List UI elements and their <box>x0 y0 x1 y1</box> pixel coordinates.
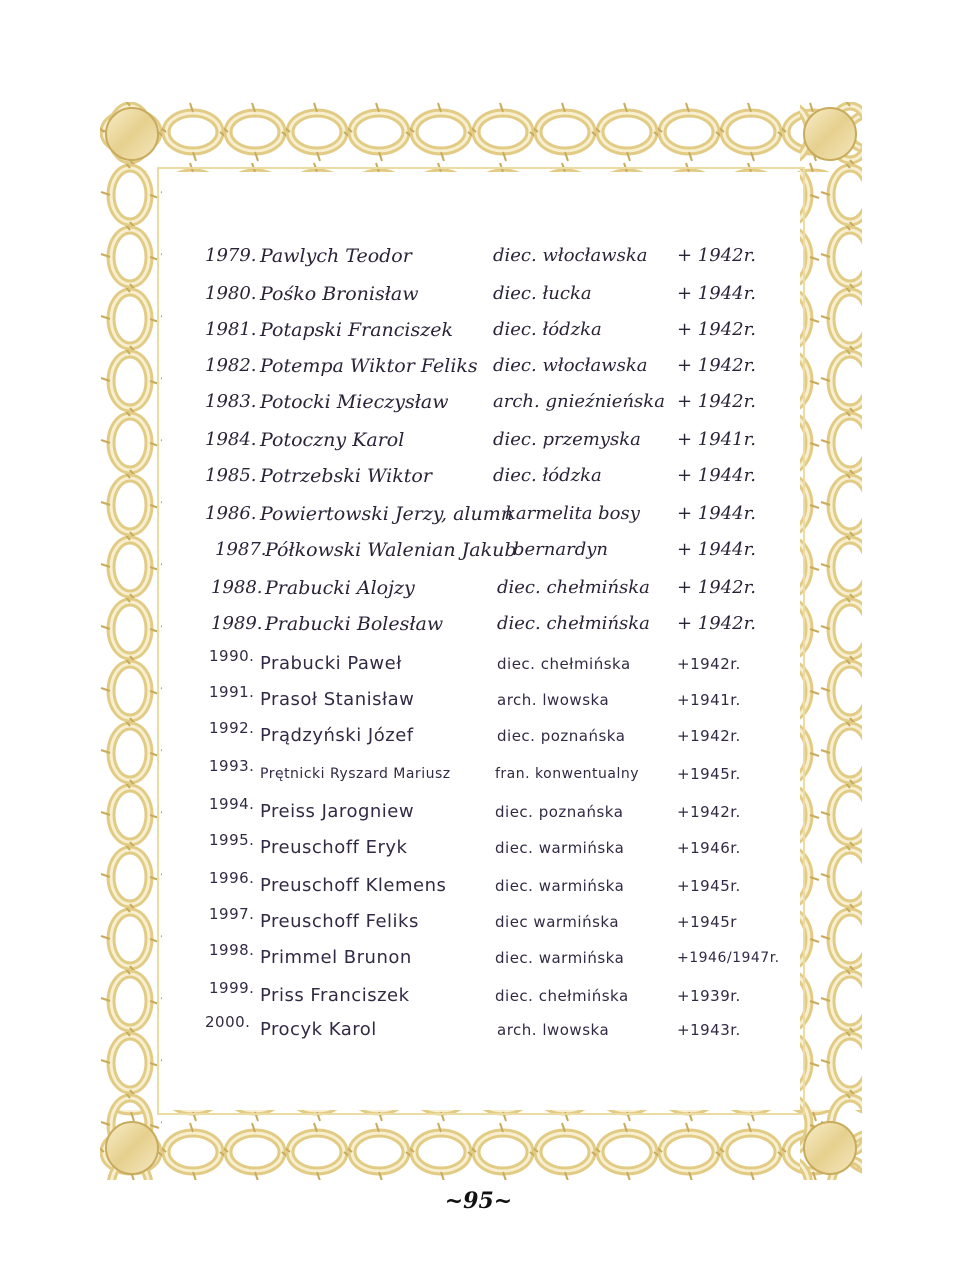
entry-diocese: diec. warmińska <box>495 877 625 895</box>
entry-number: 1984. <box>205 429 257 450</box>
entry-death: +1943r. <box>677 1021 741 1039</box>
entry-diocese: diec. poznańska <box>497 727 626 745</box>
entry-name: Prabucki Alojzy <box>265 577 415 599</box>
list-item <box>195 756 795 792</box>
list-item <box>195 532 795 568</box>
entry-death: +1939r. <box>677 987 741 1005</box>
entry-name: Prądzyński Józef <box>260 725 414 746</box>
entry-death: +1945r. <box>677 765 741 783</box>
entry-diocese: diec. chełmińska <box>497 577 650 598</box>
entry-name: Prabucki Bolesław <box>265 613 444 635</box>
entry-diocese: bernardyn <box>513 539 608 560</box>
entry-diocese: diec. łódzka <box>493 319 602 340</box>
entry-diocese: diec. warmińska <box>495 839 625 857</box>
entry-diocese: arch. lwowska <box>497 1021 610 1039</box>
entry-diocese: diec. włocławska <box>493 245 648 266</box>
entry-name: Pośko Bronisław <box>260 283 419 305</box>
entry-name: Pawlych Teodor <box>260 245 412 267</box>
entry-number: 1992. <box>209 719 255 737</box>
entry-diocese: diec. chełmińska <box>497 613 650 634</box>
list-item <box>195 384 795 420</box>
entry-number: 1998. <box>209 941 255 959</box>
entry-diocese: diec. łucka <box>493 283 592 304</box>
list-item <box>195 570 795 606</box>
entry-diocese: karmelita bosy <box>505 503 640 524</box>
entry-name: Preuschoff Feliks <box>260 911 419 932</box>
list-item <box>195 868 795 904</box>
entry-number: 1995. <box>209 831 255 849</box>
list-item <box>195 1012 795 1048</box>
entry-diocese: diec. warmińska <box>495 949 625 967</box>
entry-number: 1996. <box>209 869 255 887</box>
entry-name: Preiss Jarogniew <box>260 801 415 822</box>
entry-name: Preuschoff Klemens <box>260 875 447 896</box>
entry-death: + 1944r. <box>677 503 756 524</box>
entry-name: Potrzebski Wiktor <box>260 465 432 487</box>
entry-diocese: diec warmińska <box>495 913 620 931</box>
entry-name: Powiertowski Jerzy, alumn <box>260 503 513 525</box>
list-item <box>195 718 795 754</box>
entry-death: +1946r. <box>677 839 741 857</box>
list-item <box>195 978 795 1014</box>
entry-diocese: fran. konwentualny <box>495 766 640 782</box>
entry-number: 1981. <box>205 319 257 340</box>
entry-death: + 1944r. <box>677 283 756 304</box>
entry-death: + 1942r. <box>677 355 756 376</box>
entry-number: 1991. <box>209 683 255 701</box>
entry-diocese: diec. chełmińska <box>497 655 631 673</box>
entry-number: 1987. <box>215 539 267 560</box>
list-item <box>195 238 795 274</box>
entry-name: Potempa Wiktor Feliks <box>260 355 478 377</box>
list-item <box>195 904 795 940</box>
list-item <box>195 794 795 830</box>
list-item <box>195 830 795 866</box>
list-item <box>195 940 795 976</box>
entry-number: 1982. <box>205 355 257 376</box>
list-item <box>195 348 795 384</box>
entry-name: Prabucki Paweł <box>260 653 402 674</box>
entry-name: Potapski Franciszek <box>260 319 454 341</box>
entry-number: 1985. <box>205 465 257 486</box>
entry-number: 1983. <box>205 391 257 412</box>
entry-name: Primmel Brunon <box>260 947 412 968</box>
entry-name: Prasoł Stanisław <box>260 689 415 710</box>
entry-diocese: arch. lwowska <box>497 691 610 709</box>
entry-death: +1942r. <box>677 655 741 673</box>
entry-death: + 1941r. <box>677 429 756 450</box>
entry-diocese: diec. przemyska <box>493 429 641 450</box>
list-item <box>195 496 795 532</box>
list-item <box>195 682 795 718</box>
entry-name: Potoczny Karol <box>260 429 405 451</box>
entry-death: + 1944r. <box>677 539 756 560</box>
entry-name: Preuschoff Eryk <box>260 837 408 858</box>
entry-name: Półkowski Walenian Jakub <box>265 539 517 561</box>
entry-death: +1945r. <box>677 877 741 895</box>
list-item <box>195 312 795 348</box>
entry-number: 1980. <box>205 283 257 304</box>
entry-death: + 1942r. <box>677 613 756 634</box>
entry-number: 1979. <box>205 245 257 266</box>
entry-name: Priss Franciszek <box>260 985 410 1006</box>
entry-diocese: diec. chełmińska <box>495 987 629 1005</box>
entry-death: +1941r. <box>677 691 741 709</box>
entry-number: 1990. <box>209 647 255 665</box>
entry-number: 1988. <box>211 577 263 598</box>
entry-number: 2000. <box>205 1013 251 1031</box>
entry-death: + 1942r. <box>677 319 756 340</box>
list-item <box>195 646 795 682</box>
entry-death: +1946/1947r. <box>677 950 780 966</box>
entry-death: + 1944r. <box>677 465 756 486</box>
list-item <box>195 458 795 494</box>
entry-number: 1989. <box>211 613 263 634</box>
entry-name: Potocki Mieczysław <box>260 391 449 413</box>
entry-number: 1986. <box>205 503 257 524</box>
list-item <box>195 606 795 642</box>
entry-number: 1997. <box>209 905 255 923</box>
entry-number: 1999. <box>209 979 255 997</box>
entry-name: Procyk Karol <box>260 1019 377 1040</box>
entry-death: + 1942r. <box>677 577 756 598</box>
list-item <box>195 422 795 458</box>
entry-diocese: diec. łódzka <box>493 465 602 486</box>
entry-diocese: diec. poznańska <box>495 803 624 821</box>
entry-death: +1942r. <box>677 727 741 745</box>
entry-diocese: diec. włocławska <box>493 355 648 376</box>
entry-death: +1945r <box>677 913 737 931</box>
entry-diocese: arch. gnieźnieńska <box>493 391 665 412</box>
list-item <box>195 276 795 312</box>
entry-number: 1993. <box>209 757 255 775</box>
entry-number: 1994. <box>209 795 255 813</box>
entry-death: + 1942r. <box>677 245 756 266</box>
entry-death: + 1942r. <box>677 391 756 412</box>
entry-name: Prętnicki Ryszard Mariusz <box>260 766 451 782</box>
page-number: ~95~ <box>444 1188 513 1214</box>
entry-death: +1942r. <box>677 803 741 821</box>
